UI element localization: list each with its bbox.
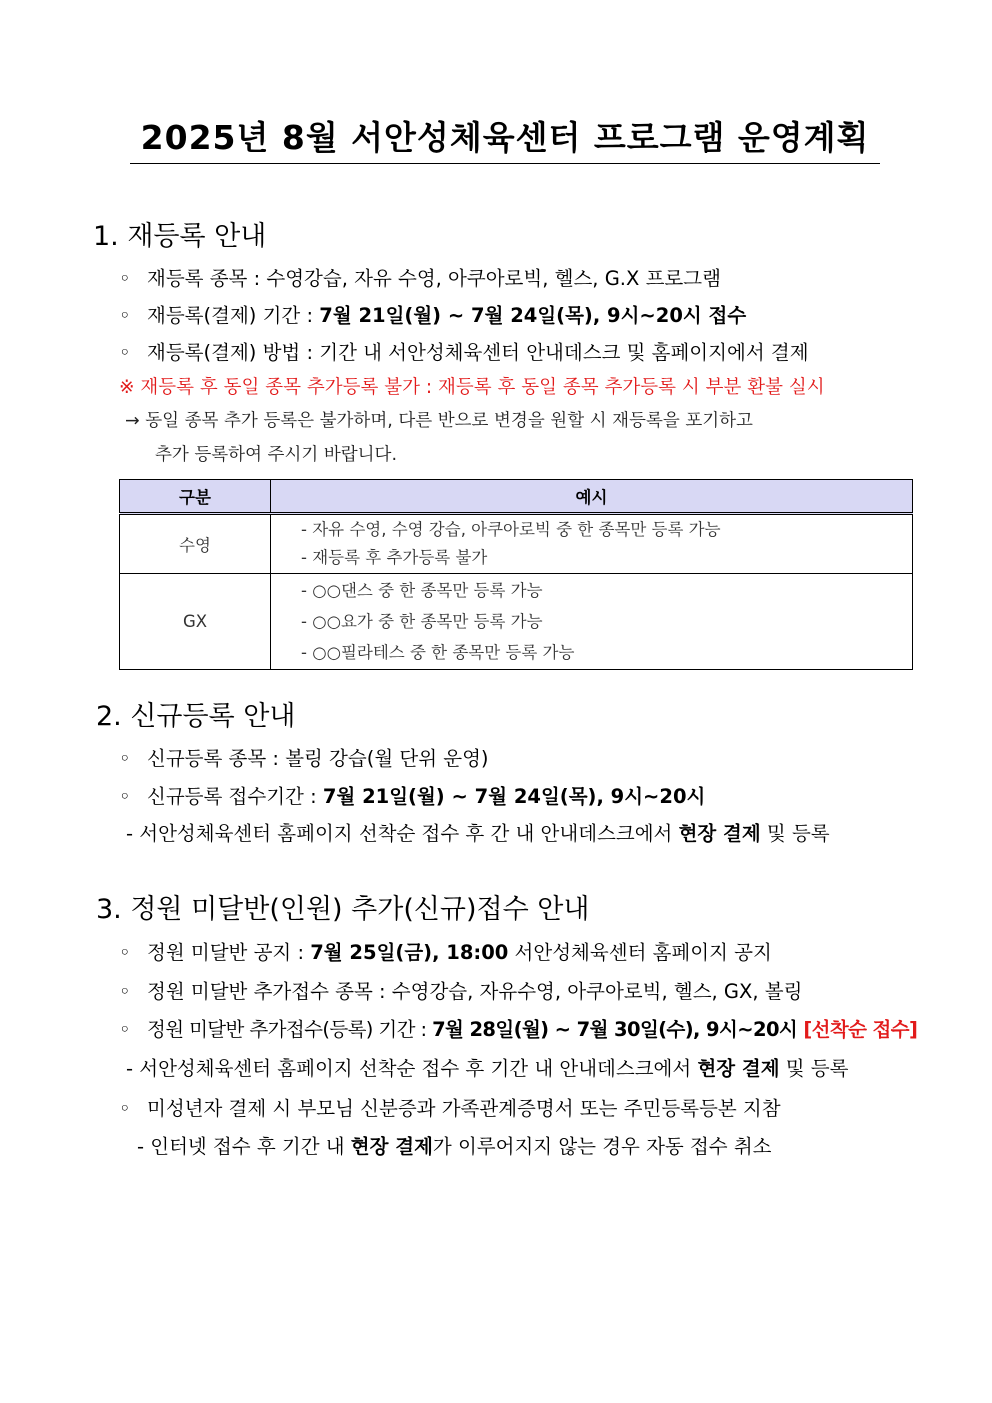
column-header-examples: 예시 [271, 480, 913, 514]
item-label: 재등록 종목 : [147, 267, 267, 290]
first-come-badge: [선착순 접수] [803, 1018, 918, 1041]
list-item-vacancy-notice [119, 937, 772, 965]
section-2-heading: 2. 신규등록 안내 [96, 701, 296, 732]
bullet: ◦ [119, 341, 131, 364]
example-line: - ○○요가 중 한 종목만 등록 가능 [301, 612, 543, 631]
dash-bold-text: 현장 결제 [350, 1135, 433, 1158]
dash-text: - 서안성체육센터 홈페이지 선착순 접수 후 기간 내 안내데스크에서 [126, 1057, 698, 1080]
note-line-2: 추가 등록하여 주시기 바랍니다. [155, 445, 398, 465]
item-label: 정원 미달반 추가접수(등록) 기간 : [147, 1018, 433, 1041]
item-text: 서안성체육센터 홈페이지 공지 [508, 941, 772, 964]
bullet: ◦ [119, 785, 131, 808]
example-line: - 재등록 후 추가등록 불가 [301, 548, 488, 567]
dash-text-end: 및 등록 [760, 822, 830, 845]
list-item-re-registration-items [119, 263, 721, 291]
note-line-1: → 동일 종목 추가 등록은 불가하며, 다른 반으로 변경을 원할 시 재등록을 포기하고 [125, 411, 753, 431]
table-cell-examples [271, 514, 913, 574]
table-cell-examples [271, 574, 913, 670]
item-bold-text: 7월 25일(금), 18:00 [310, 941, 509, 964]
bullet: ◦ [119, 304, 131, 327]
dash-item-onsite-payment [126, 1053, 849, 1081]
page-title: 2025년 8월 서안성체육센터 프로그램 운영계획 [130, 112, 880, 164]
table-cell-category: 수영 [120, 514, 271, 574]
bullet: ◦ [119, 747, 131, 770]
dash-item-onsite-payment [126, 818, 830, 846]
list-item-new-registration-period [119, 781, 705, 809]
list-item-additional-period [119, 1014, 917, 1042]
list-item-re-registration-method [119, 337, 809, 365]
list-item-new-registration-items [119, 743, 489, 771]
bullet: ◦ [119, 1097, 131, 1120]
dash-text: - 서안성체육센터 홈페이지 선착순 접수 후 간 내 안내데스크에서 [126, 822, 679, 845]
item-label: 신규등록 접수기간 : [147, 785, 323, 808]
column-header-category: 구분 [120, 480, 271, 514]
list-item-re-registration-period [119, 300, 746, 328]
table-cell-category: GX [120, 574, 271, 670]
item-label: 신규등록 종목 : [147, 747, 286, 770]
dash-bold-text: 현장 결제 [678, 822, 761, 845]
dash-item-auto-cancel [137, 1131, 772, 1159]
list-item-additional-items [119, 976, 802, 1004]
dash-bold-text: 현장 결제 [697, 1057, 780, 1080]
list-item-minor-payment [119, 1093, 781, 1121]
table-header-row [120, 480, 913, 514]
example-table [119, 479, 913, 670]
bullet: ◦ [119, 267, 131, 290]
example-line: - ○○댄스 중 한 종목만 등록 가능 [301, 581, 543, 600]
item-bold-text: 7월 21일(월) ~ 7월 24일(목), 9시~20시 접수 [319, 304, 747, 327]
item-bold-text: 7월 21일(월) ~ 7월 24일(목), 9시~20시 [322, 785, 706, 808]
item-text: 볼링 강습(월 단위 운영) [285, 747, 489, 770]
table-row [120, 514, 913, 574]
example-line: - ○○필라테스 중 한 종목만 등록 가능 [301, 643, 575, 662]
dash-text: - 인터넷 접수 후 기간 내 [137, 1135, 351, 1158]
table-row [120, 574, 913, 670]
item-text: 미성년자 결제 시 부모님 신분증과 가족관계증명서 또는 주민등록등본 지참 [147, 1097, 781, 1120]
item-label: 정원 미달반 공지 : [147, 941, 311, 964]
bullet: ◦ [119, 980, 131, 1003]
item-bold-text: 7월 28일(월) ~ 7월 30일(수), 9시~20시 [432, 1018, 804, 1041]
item-text: 기간 내 서안성체육센터 안내데스크 및 홈페이지에서 결제 [319, 341, 809, 364]
item-label: 재등록(결제) 방법 : [147, 341, 320, 364]
section-1-heading: 1. 재등록 안내 [93, 221, 267, 252]
bullet: ◦ [119, 941, 131, 964]
item-text: 수영강습, 자유수영, 아쿠아로빅, 헬스, GX, 볼링 [391, 980, 803, 1003]
item-text: 수영강습, 자유 수영, 아쿠아로빅, 헬스, G.X 프로그램 [266, 267, 721, 290]
dash-text-end: 및 등록 [779, 1057, 849, 1080]
warning-note: ※ 재등록 후 동일 종목 추가등록 불가 : 재등록 후 동일 종목 추가등록 시 부분 환불 실시 [119, 377, 825, 398]
item-label: 재등록(결제) 기간 : [147, 304, 320, 327]
section-3-heading: 3. 정원 미달반(인원) 추가(신규)접수 안내 [96, 894, 590, 925]
example-line: - 자유 수영, 수영 강습, 아쿠아로빅 중 한 종목만 등록 가능 [301, 520, 721, 539]
bullet: ◦ [119, 1018, 130, 1041]
item-label: 정원 미달반 추가접수 종목 : [147, 980, 392, 1003]
dash-text-end: 가 이루어지지 않는 경우 자동 접수 취소 [432, 1135, 772, 1158]
